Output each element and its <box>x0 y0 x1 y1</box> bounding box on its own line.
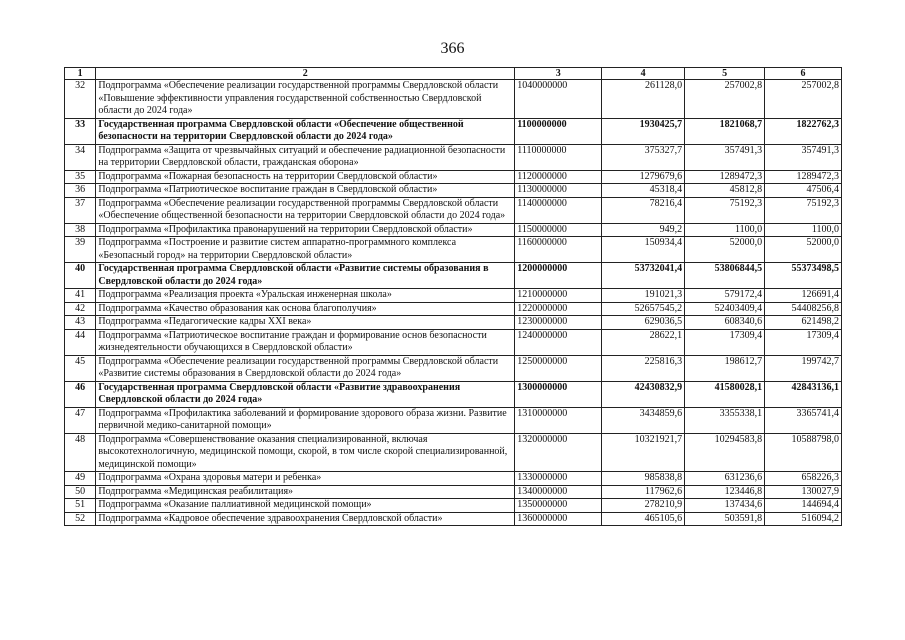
amount-year-1: 52657545,2 <box>602 302 685 316</box>
column-header: 2 <box>96 68 515 80</box>
amount-year-1: 1930425,7 <box>602 118 685 144</box>
amount-year-2: 198612,7 <box>685 355 765 381</box>
row-number: 36 <box>65 184 96 198</box>
amount-year-2: 1821068,7 <box>685 118 765 144</box>
amount-year-2: 1100,0 <box>685 223 765 237</box>
amount-year-1: 78216,4 <box>602 197 685 223</box>
amount-year-1: 465105,6 <box>602 512 685 526</box>
target-article-code: 1240000000 <box>515 329 602 355</box>
amount-year-2: 123446,8 <box>685 485 765 499</box>
amount-year-1: 1279679,6 <box>602 170 685 184</box>
column-header: 6 <box>765 68 842 80</box>
amount-year-3: 130027,9 <box>765 485 842 499</box>
amount-year-1: 45318,4 <box>602 184 685 198</box>
amount-year-2: 3355338,1 <box>685 407 765 433</box>
amount-year-3: 357491,3 <box>765 144 842 170</box>
amount-year-2: 52403409,4 <box>685 302 765 316</box>
amount-year-2: 10294583,8 <box>685 433 765 472</box>
amount-year-3: 621498,2 <box>765 316 842 330</box>
table-row <box>65 80 842 119</box>
program-name: Подпрограмма «Охрана здоровья матери и ребенка» <box>96 472 515 486</box>
column-header: 1 <box>65 68 96 80</box>
program-name: Подпрограмма «Реализация проекта «Уральская инженерная школа» <box>96 289 515 303</box>
budget-table <box>64 67 842 526</box>
target-article-code: 1250000000 <box>515 355 602 381</box>
amount-year-3: 144694,4 <box>765 499 842 513</box>
target-article-code: 1350000000 <box>515 499 602 513</box>
program-name: Подпрограмма «Профилактика заболеваний и формирование здорового образа жизни. Развитие первичной медико-санитарной помощи» <box>96 407 515 433</box>
target-article-code: 1140000000 <box>515 197 602 223</box>
amount-year-2: 53806844,5 <box>685 263 765 289</box>
amount-year-1: 629036,5 <box>602 316 685 330</box>
target-article-code: 1340000000 <box>515 485 602 499</box>
row-number: 47 <box>65 407 96 433</box>
amount-year-1: 261128,0 <box>602 80 685 119</box>
table-header-row <box>65 68 842 80</box>
row-number: 35 <box>65 170 96 184</box>
table-row <box>65 355 842 381</box>
amount-year-3: 1289472,3 <box>765 170 842 184</box>
amount-year-3: 47506,4 <box>765 184 842 198</box>
target-article-code: 1360000000 <box>515 512 602 526</box>
amount-year-2: 631236,6 <box>685 472 765 486</box>
table-row <box>65 118 842 144</box>
program-name: Подпрограмма «Патриотическое воспитание граждан и формирование основ безопасности жизнедеятельности обучающихся в Свердловской области» <box>96 329 515 355</box>
amount-year-2: 137434,6 <box>685 499 765 513</box>
program-name: Подпрограмма «Обеспечение реализации государственной программы Свердловской области «Развитие системы образования в Свердловской области до 2024 года» <box>96 355 515 381</box>
program-name: Подпрограмма «Кадровое обеспечение здравоохранения Свердловской области» <box>96 512 515 526</box>
program-name: Подпрограмма «Медицинская реабилитация» <box>96 485 515 499</box>
table-row <box>65 184 842 198</box>
table-row <box>65 472 842 486</box>
program-name: Подпрограмма «Защита от чрезвычайных ситуаций и обеспечение радиационной безопасности на территории Свердловской области, гражданская оборона» <box>96 144 515 170</box>
table-row <box>65 499 842 513</box>
amount-year-3: 52000,0 <box>765 237 842 263</box>
amount-year-3: 75192,3 <box>765 197 842 223</box>
row-number: 42 <box>65 302 96 316</box>
table-row <box>65 485 842 499</box>
program-name: Подпрограмма «Профилактика правонарушений на территории Свердловской области» <box>96 223 515 237</box>
row-number: 49 <box>65 472 96 486</box>
amount-year-1: 117962,6 <box>602 485 685 499</box>
row-number: 48 <box>65 433 96 472</box>
program-name: Государственная программа Свердловской области «Обеспечение общественной безопасности на территории Свердловской области до 2024 года» <box>96 118 515 144</box>
amount-year-3: 42843136,1 <box>765 381 842 407</box>
target-article-code: 1160000000 <box>515 237 602 263</box>
row-number: 51 <box>65 499 96 513</box>
table-row <box>65 223 842 237</box>
row-number: 37 <box>65 197 96 223</box>
column-header: 5 <box>685 68 765 80</box>
target-article-code: 1200000000 <box>515 263 602 289</box>
table-body <box>65 80 842 526</box>
amount-year-1: 3434859,6 <box>602 407 685 433</box>
amount-year-2: 579172,4 <box>685 289 765 303</box>
program-name: Подпрограмма «Совершенствование оказания специализированной, включая высокотехнологичную, медицинской помощи, скорой, в том числе скорой специализированной, медицинской помощи» <box>96 433 515 472</box>
row-number: 45 <box>65 355 96 381</box>
amount-year-2: 357491,3 <box>685 144 765 170</box>
amount-year-1: 191021,3 <box>602 289 685 303</box>
row-number: 33 <box>65 118 96 144</box>
amount-year-1: 278210,9 <box>602 499 685 513</box>
amount-year-3: 658226,3 <box>765 472 842 486</box>
row-number: 43 <box>65 316 96 330</box>
amount-year-2: 41580028,1 <box>685 381 765 407</box>
row-number: 41 <box>65 289 96 303</box>
row-number: 50 <box>65 485 96 499</box>
table-row <box>65 237 842 263</box>
amount-year-2: 257002,8 <box>685 80 765 119</box>
row-number: 46 <box>65 381 96 407</box>
table-row <box>65 144 842 170</box>
amount-year-3: 1822762,3 <box>765 118 842 144</box>
page-number: 366 <box>440 40 465 57</box>
row-number: 44 <box>65 329 96 355</box>
column-header: 3 <box>515 68 602 80</box>
target-article-code: 1110000000 <box>515 144 602 170</box>
table-row <box>65 197 842 223</box>
amount-year-1: 10321921,7 <box>602 433 685 472</box>
amount-year-1: 150934,4 <box>602 237 685 263</box>
table-row <box>65 407 842 433</box>
amount-year-3: 1100,0 <box>765 223 842 237</box>
target-article-code: 1120000000 <box>515 170 602 184</box>
target-article-code: 1150000000 <box>515 223 602 237</box>
target-article-code: 1320000000 <box>515 433 602 472</box>
amount-year-2: 52000,0 <box>685 237 765 263</box>
row-number: 40 <box>65 263 96 289</box>
program-name: Подпрограмма «Патриотическое воспитание граждан в Свердловской области» <box>96 184 515 198</box>
target-article-code: 1330000000 <box>515 472 602 486</box>
amount-year-3: 10588798,0 <box>765 433 842 472</box>
program-name: Подпрограмма «Пожарная безопасность на территории Свердловской области» <box>96 170 515 184</box>
amount-year-3: 55373498,5 <box>765 263 842 289</box>
target-article-code: 1220000000 <box>515 302 602 316</box>
amount-year-1: 53732041,4 <box>602 263 685 289</box>
program-name: Государственная программа Свердловской области «Развитие здравоохранения Свердловской области до 2024 года» <box>96 381 515 407</box>
amount-year-2: 17309,4 <box>685 329 765 355</box>
row-number: 32 <box>65 80 96 119</box>
table-row <box>65 316 842 330</box>
target-article-code: 1130000000 <box>515 184 602 198</box>
table-row <box>65 289 842 303</box>
amount-year-1: 375327,7 <box>602 144 685 170</box>
amount-year-2: 608340,6 <box>685 316 765 330</box>
amount-year-3: 126691,4 <box>765 289 842 303</box>
program-name: Подпрограмма «Обеспечение реализации государственной программы Свердловской области «Обеспечение общественной безопасности на территории Свердловской области до 2024 года» <box>96 197 515 223</box>
amount-year-3: 199742,7 <box>765 355 842 381</box>
amount-year-2: 503591,8 <box>685 512 765 526</box>
program-name: Подпрограмма «Построение и развитие систем аппаратно-программного комплекса «Безопасный город» на территории Свердловской области» <box>96 237 515 263</box>
row-number: 34 <box>65 144 96 170</box>
amount-year-2: 75192,3 <box>685 197 765 223</box>
row-number: 38 <box>65 223 96 237</box>
target-article-code: 1040000000 <box>515 80 602 119</box>
program-name: Подпрограмма «Качество образования как основа благополучия» <box>96 302 515 316</box>
table-row <box>65 381 842 407</box>
amount-year-2: 45812,8 <box>685 184 765 198</box>
amount-year-2: 1289472,3 <box>685 170 765 184</box>
column-header: 4 <box>602 68 685 80</box>
amount-year-3: 54408256,8 <box>765 302 842 316</box>
target-article-code: 1210000000 <box>515 289 602 303</box>
amount-year-1: 949,2 <box>602 223 685 237</box>
amount-year-1: 28622,1 <box>602 329 685 355</box>
target-article-code: 1230000000 <box>515 316 602 330</box>
amount-year-1: 985838,8 <box>602 472 685 486</box>
program-name: Подпрограмма «Педагогические кадры XXI века» <box>96 316 515 330</box>
program-name: Подпрограмма «Оказание паллиативной медицинской помощи» <box>96 499 515 513</box>
row-number: 52 <box>65 512 96 526</box>
table-row <box>65 512 842 526</box>
target-article-code: 1100000000 <box>515 118 602 144</box>
program-name: Государственная программа Свердловской области «Развитие системы образования в Свердловской области до 2024 года» <box>96 263 515 289</box>
program-name: Подпрограмма «Обеспечение реализации государственной программы Свердловской области «Повышение эффективности управления государственной собственностью Свердловской области до 2024 года» <box>96 80 515 119</box>
amount-year-3: 516094,2 <box>765 512 842 526</box>
amount-year-3: 17309,4 <box>765 329 842 355</box>
amount-year-1: 225816,3 <box>602 355 685 381</box>
table-row <box>65 263 842 289</box>
amount-year-3: 3365741,4 <box>765 407 842 433</box>
table-row <box>65 302 842 316</box>
table-row <box>65 433 842 472</box>
target-article-code: 1310000000 <box>515 407 602 433</box>
amount-year-3: 257002,8 <box>765 80 842 119</box>
amount-year-1: 42430832,9 <box>602 381 685 407</box>
table-row <box>65 170 842 184</box>
row-number: 39 <box>65 237 96 263</box>
table-row <box>65 329 842 355</box>
target-article-code: 1300000000 <box>515 381 602 407</box>
